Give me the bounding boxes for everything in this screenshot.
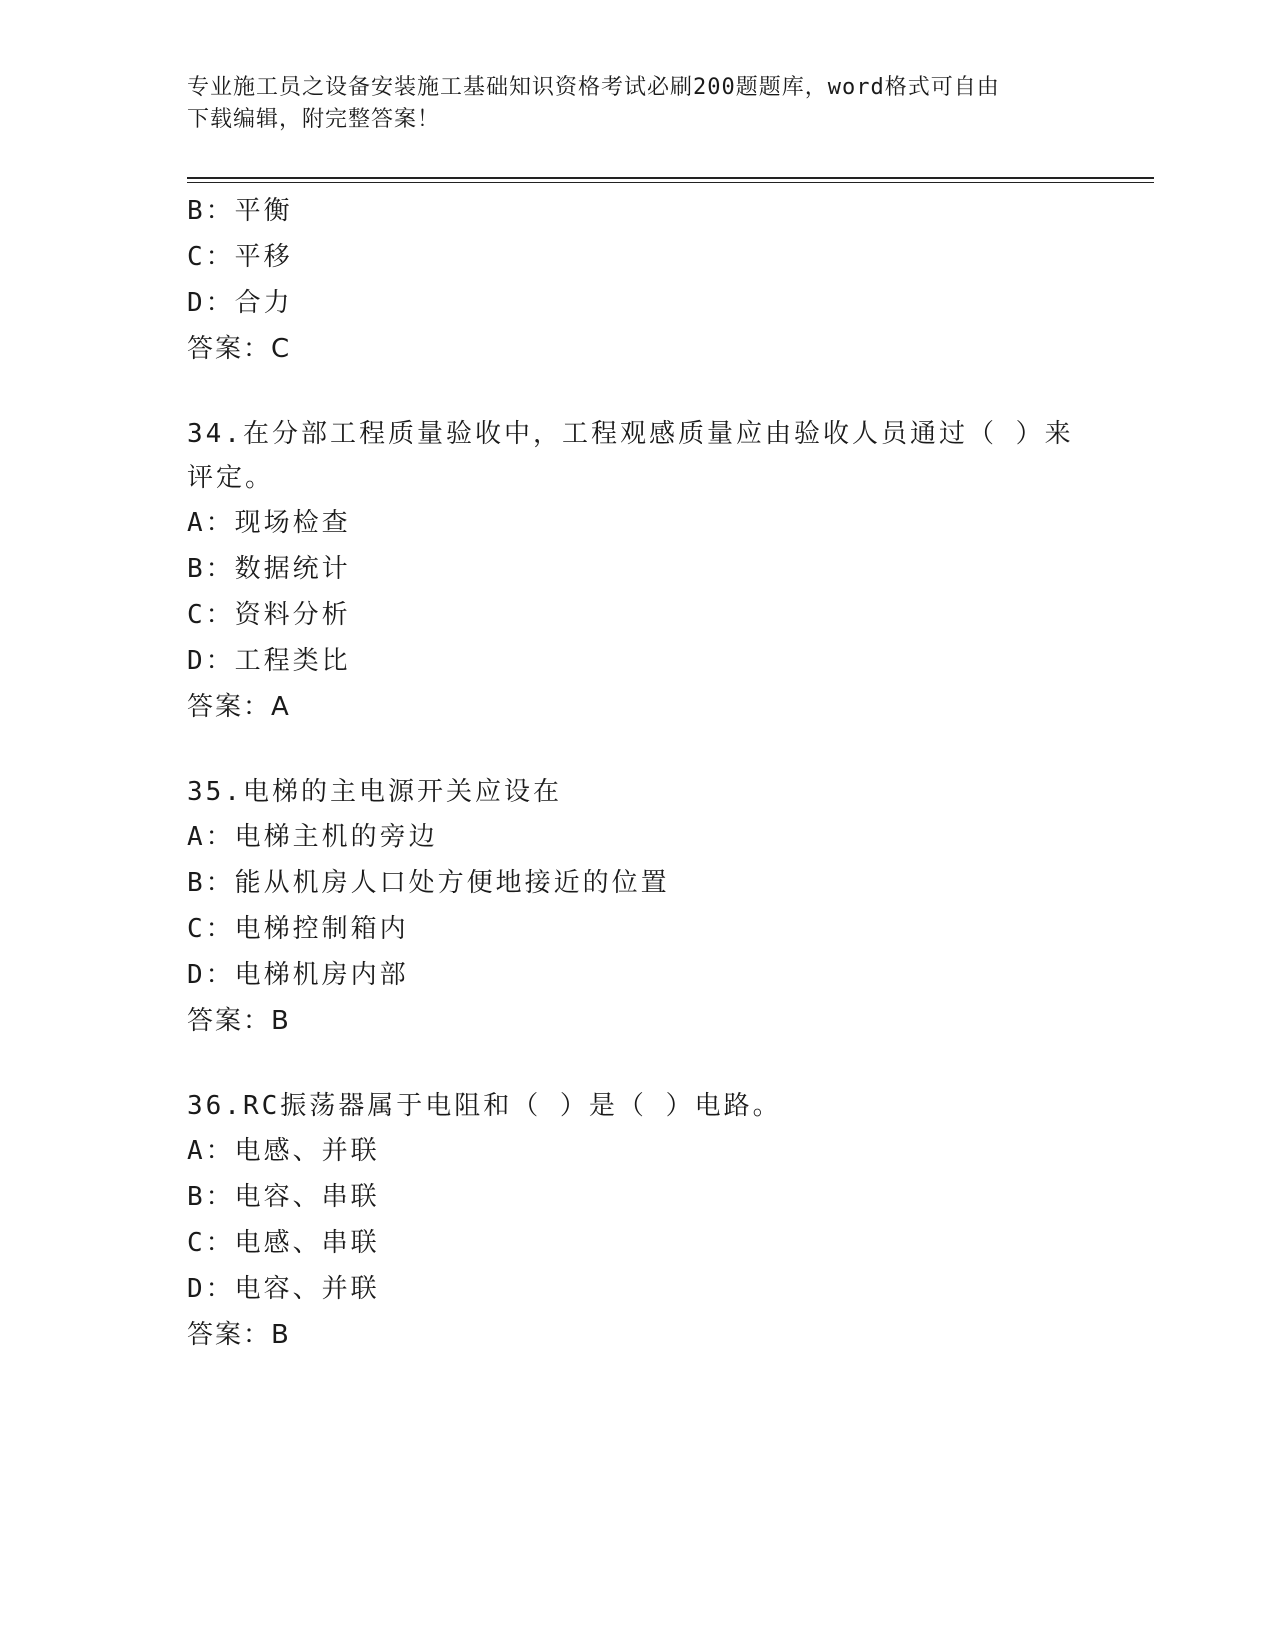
option-d: D：电容、并联 bbox=[187, 1274, 380, 1304]
answer-line: 答案：B bbox=[187, 1006, 291, 1036]
answer-line: 答案：C bbox=[187, 334, 292, 364]
question-stem: 35.电梯的主电源开关应设在 bbox=[187, 777, 562, 807]
question-stem: 36.RC振荡器属于电阻和（ ）是（ ）电路。 bbox=[187, 1091, 782, 1121]
option-b: B：平衡 bbox=[187, 196, 293, 226]
header-divider-thin bbox=[187, 182, 1154, 183]
option-b: B：电容、串联 bbox=[187, 1182, 380, 1212]
option-c: C：平移 bbox=[187, 242, 293, 272]
question-stem-cont: 评定。 bbox=[187, 463, 275, 493]
option-a: A：现场检查 bbox=[187, 508, 351, 538]
option-c: C：电感、串联 bbox=[187, 1228, 380, 1258]
option-d: D：工程类比 bbox=[187, 646, 351, 676]
option-c: C：电梯控制箱内 bbox=[187, 914, 409, 944]
answer-line: 答案：B bbox=[187, 1320, 291, 1350]
header-line-2: 下载编辑，附完整答案！ bbox=[187, 107, 441, 132]
header-line-1: 专业施工员之设备安装施工基础知识资格考试必刷200题题库，word格式可自由 bbox=[187, 75, 1000, 100]
header-divider bbox=[187, 177, 1154, 179]
question-block-36 bbox=[187, 1084, 1147, 1358]
option-d: D：电梯机房内部 bbox=[187, 960, 409, 990]
option-a: A：电梯主机的旁边 bbox=[187, 822, 438, 852]
option-b: B：能从机房人口处方便地接近的位置 bbox=[187, 868, 670, 898]
option-d: D：合力 bbox=[187, 288, 293, 318]
option-b: B：数据统计 bbox=[187, 554, 351, 584]
question-list bbox=[187, 188, 1147, 1358]
document-header bbox=[187, 72, 1077, 136]
question-block-34 bbox=[187, 412, 1147, 730]
question-block-35 bbox=[187, 770, 1147, 1044]
question-block-prev bbox=[187, 188, 1147, 372]
option-a: A：电感、并联 bbox=[187, 1136, 380, 1166]
question-stem: 34.在分部工程质量验收中，工程观感质量应由验收人员通过（ ）来 bbox=[187, 419, 1074, 449]
option-c: C：资料分析 bbox=[187, 600, 351, 630]
answer-line: 答案：A bbox=[187, 692, 291, 722]
